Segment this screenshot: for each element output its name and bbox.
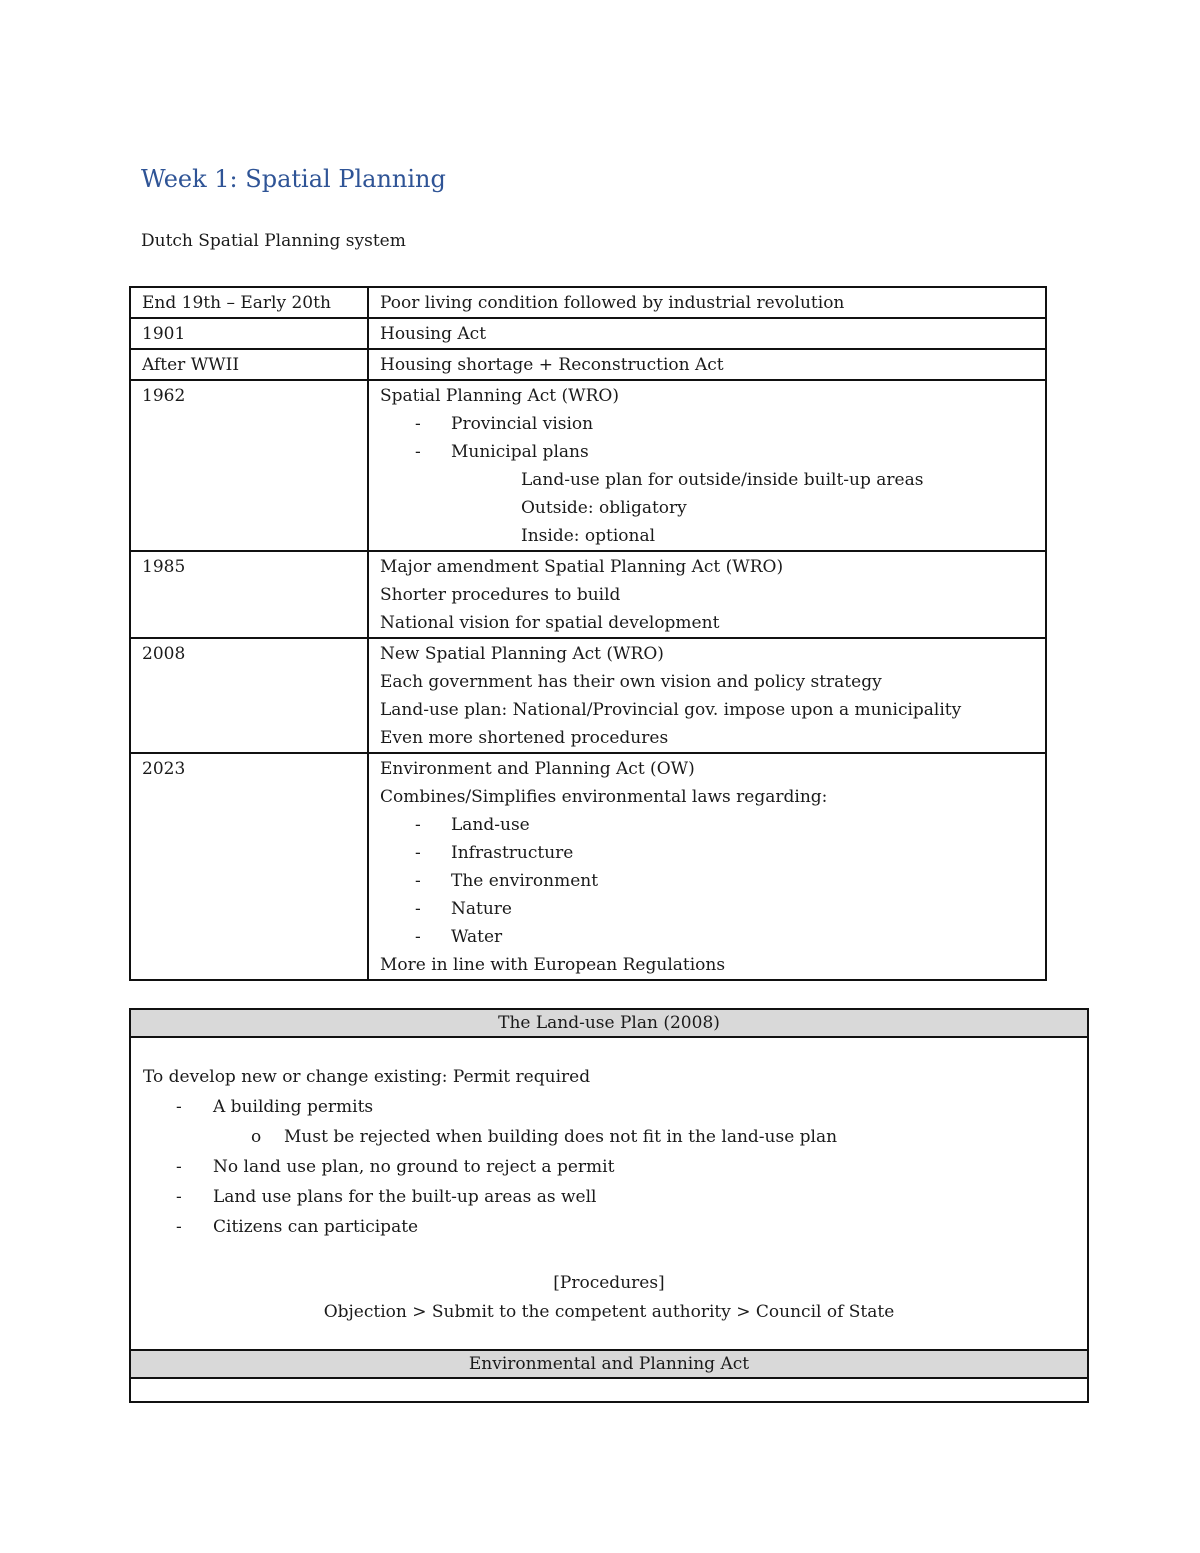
timeline-line: Land-use plan for outside/inside built-up areas	[521, 470, 924, 490]
timeline-table	[129, 286, 1047, 981]
timeline-description	[368, 551, 1046, 638]
dash-bullet: -	[415, 843, 421, 863]
dash-bullet: -	[176, 1217, 182, 1237]
timeline-row	[130, 380, 1046, 551]
timeline-description	[368, 753, 1046, 980]
list-item-text: No land use plan, no ground to reject a permit	[213, 1157, 615, 1177]
timeline-period: 1985	[130, 551, 368, 638]
bullet-text: Municipal plans	[451, 442, 589, 462]
timeline-bullet-item	[380, 839, 1035, 867]
dash-bullet: -	[176, 1157, 182, 1177]
list-item	[143, 1092, 1075, 1122]
dash-bullet: -	[415, 442, 421, 462]
timeline-line: Each government has their own vision and policy strategy	[380, 672, 882, 692]
timeline-row	[130, 551, 1046, 638]
list-item	[143, 1182, 1075, 1212]
timeline-bullet-item	[380, 923, 1035, 951]
landuse-plan-header: The Land-use Plan (2008)	[130, 1009, 1088, 1037]
timeline-line: Poor living condition followed by industrial revolution	[380, 293, 845, 313]
landuse-intro: To develop new or change existing: Permit required	[143, 1067, 591, 1087]
timeline-line: Shorter procedures to build	[380, 585, 621, 605]
section-subtitle: Dutch Spatial Planning system	[141, 231, 406, 251]
timeline-line: National vision for spatial development	[380, 613, 720, 633]
timeline-line: Environment and Planning Act (OW)	[380, 759, 695, 779]
timeline-bullet-item	[380, 811, 1035, 839]
timeline-row	[130, 318, 1046, 349]
timeline-line: New Spatial Planning Act (WRO)	[380, 644, 664, 664]
timeline-period: 2023	[130, 753, 368, 980]
timeline-bullet-item	[380, 410, 1035, 438]
dash-bullet: -	[176, 1187, 182, 1207]
sub-list-item	[143, 1122, 1075, 1152]
list-item-text: Citizens can participate	[213, 1217, 419, 1237]
dash-bullet: -	[415, 871, 421, 891]
timeline-line: Even more shortened procedures	[380, 728, 669, 748]
timeline-period: After WWII	[130, 349, 368, 380]
bullet-text: Provincial vision	[451, 414, 594, 434]
timeline-line: Inside: optional	[521, 526, 656, 546]
timeline-line: Major amendment Spatial Planning Act (WRO)	[380, 557, 784, 577]
timeline-row	[130, 753, 1046, 980]
list-item	[143, 1152, 1075, 1182]
dash-bullet: -	[415, 815, 421, 835]
timeline-period: 2008	[130, 638, 368, 753]
timeline-description	[368, 287, 1046, 318]
timeline-row	[130, 638, 1046, 753]
landuse-plan-content	[130, 1037, 1088, 1350]
timeline-line: Housing shortage + Reconstruction Act	[380, 355, 724, 375]
procedures-label: [Procedures]	[553, 1273, 665, 1293]
procedures-text: Objection > Submit to the competent authority > Council of State	[323, 1302, 895, 1322]
timeline-line: Spatial Planning Act (WRO)	[380, 386, 619, 406]
timeline-bullet-item	[380, 895, 1035, 923]
list-item-text: A building permits	[213, 1097, 374, 1117]
timeline-line: Outside: obligatory	[521, 498, 687, 518]
landuse-plan-box	[129, 1008, 1089, 1403]
timeline-line: Housing Act	[380, 324, 487, 344]
list-item	[143, 1212, 1075, 1242]
landuse-list	[143, 1092, 1075, 1242]
bullet-text: The environment	[451, 871, 599, 891]
timeline-description	[368, 318, 1046, 349]
dash-bullet: -	[415, 927, 421, 947]
dash-bullet: -	[415, 414, 421, 434]
page-title: Week 1: Spatial Planning	[141, 165, 446, 193]
environment-act-header: Environmental and Planning Act	[130, 1350, 1088, 1378]
environment-act-content	[130, 1378, 1088, 1402]
bullet-text: Water	[451, 927, 503, 947]
timeline-row	[130, 287, 1046, 318]
timeline-line: Land-use plan: National/Provincial gov. impose upon a municipality	[380, 700, 962, 720]
timeline-bullet-item	[380, 438, 1035, 466]
list-item-text: Land use plans for the built-up areas as well	[213, 1187, 597, 1207]
timeline-bullet-item	[380, 867, 1035, 895]
timeline-line: More in line with European Regulations	[380, 955, 726, 975]
timeline-description	[368, 380, 1046, 551]
timeline-description	[368, 638, 1046, 753]
sub-list-item-text: Must be rejected when building does not fit in the land-use plan	[284, 1127, 838, 1147]
timeline-line: Combines/Simplifies environmental laws regarding:	[380, 787, 828, 807]
dash-bullet: -	[415, 899, 421, 919]
bullet-text: Nature	[451, 899, 512, 919]
timeline-period: 1962	[130, 380, 368, 551]
timeline-row	[130, 349, 1046, 380]
bullet-text: Land-use	[451, 815, 530, 835]
timeline-description	[368, 349, 1046, 380]
timeline-period: End 19th – Early 20th	[130, 287, 368, 318]
timeline-period: 1901	[130, 318, 368, 349]
dash-bullet: -	[176, 1097, 182, 1117]
circle-bullet: o	[251, 1127, 262, 1147]
bullet-text: Infrastructure	[451, 843, 574, 863]
